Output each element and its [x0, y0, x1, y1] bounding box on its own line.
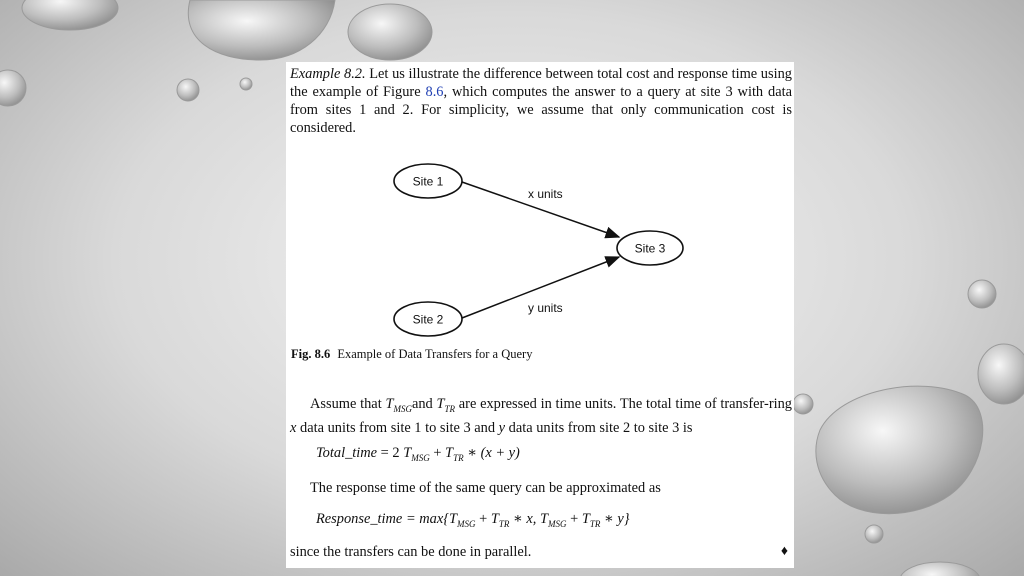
tr-subscript: TR	[589, 518, 601, 529]
t-symbol: T	[403, 445, 412, 461]
msg-subscript: MSG	[393, 403, 412, 414]
site2-label: Site 2	[412, 312, 444, 327]
msg-subscript: MSG	[411, 452, 430, 463]
total-time-plus: +	[433, 445, 442, 461]
example-paragraph	[290, 65, 792, 137]
response-time-lhs: Response_time	[316, 511, 403, 527]
approximation-sentence: The response time of the same query can be approximated as	[310, 480, 661, 496]
data-transfer-diagram	[286, 157, 794, 337]
assume-text-4: data units from site 1 to site 3 and	[300, 419, 496, 436]
t-symbol: T	[445, 445, 454, 461]
response-time-times-y: ∗ y}	[603, 511, 630, 527]
site3-label: Site 3	[634, 241, 666, 256]
total-time-lhs: Total_time	[316, 445, 378, 461]
assume-text-5: data units from site 2 to site 3 is	[508, 419, 693, 436]
node-site3	[617, 231, 683, 265]
t-symbol: T	[385, 396, 394, 412]
figure-caption	[291, 347, 532, 362]
response-time-max: = max{	[405, 511, 449, 527]
t-symbol: T	[581, 511, 590, 527]
y-variable: y	[498, 419, 506, 436]
caption-text: Example of Data Transfers for a Query	[337, 347, 533, 361]
t-symbol: T	[436, 396, 445, 412]
x-variable: x	[290, 419, 297, 436]
example-text-before: Let us illustrate the difference between total cost and response time using the example of Figure	[290, 66, 792, 100]
response-time-plus-2: +	[570, 511, 579, 527]
response-time-equation	[316, 511, 630, 529]
node-site2	[394, 302, 462, 336]
assumption-paragraph	[290, 395, 792, 438]
tr-subscript: TR	[453, 452, 464, 463]
edge2-label: y units	[528, 301, 563, 315]
msg-subscript: MSG	[457, 518, 476, 529]
site1-label: Site 1	[412, 174, 444, 189]
drop-top-left	[22, 0, 118, 30]
end-of-example-diamond-icon: ♦	[780, 544, 788, 559]
example-text-after: , which computes the answer to a query at site 3 with data from sites 1 and 2. For simplicity, we assume that only communication cost is considered.	[290, 84, 792, 136]
total-time-rhs-a: = 2	[380, 445, 400, 461]
t-symbol: T	[539, 511, 548, 527]
total-time-rhs-c: ∗ (x + y)	[467, 445, 520, 461]
tr-subscript: TR	[444, 403, 456, 414]
assume-text-3: are expressed in time units. The total time of transfer-ring	[458, 396, 792, 412]
figure-reference-link[interactable]: 8.6	[425, 84, 444, 100]
msg-subscript: MSG	[547, 518, 567, 529]
assume-text-1: Assume that	[310, 396, 382, 412]
response-time-plus-1: +	[479, 511, 488, 527]
drop-top-center	[188, 0, 432, 60]
t-symbol: T	[490, 511, 499, 527]
t-symbol: T	[448, 511, 457, 527]
example-label: Example 8.2.	[290, 66, 366, 82]
response-time-times-x: ∗ x,	[512, 511, 537, 527]
node-site1	[394, 164, 462, 198]
total-time-equation	[316, 445, 520, 463]
document-page	[286, 62, 794, 568]
assume-text-2: and	[411, 396, 433, 412]
closing-sentence: since the transfers can be done in parallel.	[290, 544, 532, 560]
caption-label: Fig. 8.6	[291, 347, 331, 361]
tr-subscript: TR	[498, 518, 510, 529]
edge1-label: x units	[528, 187, 563, 201]
